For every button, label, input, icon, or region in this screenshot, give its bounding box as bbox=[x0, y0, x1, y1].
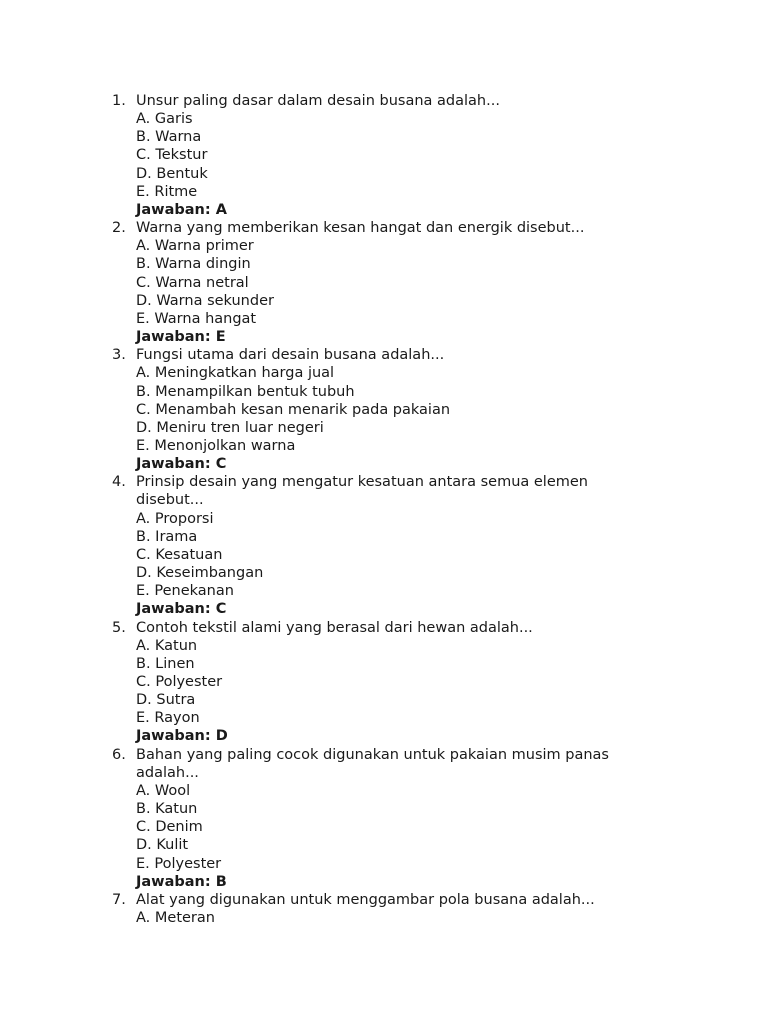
answer-option: B. Irama bbox=[136, 528, 198, 545]
answer-option: B. Linen bbox=[136, 655, 195, 672]
answer-option: E. Menonjolkan warna bbox=[136, 437, 296, 454]
question-item bbox=[112, 746, 632, 891]
answer-option: D. Kulit bbox=[136, 837, 189, 854]
question-number: 5. bbox=[112, 619, 126, 636]
answer-option: D. Warna sekunder bbox=[136, 292, 274, 309]
answer-option: D. Keseimbangan bbox=[136, 565, 264, 582]
answer-option: C. Warna netral bbox=[136, 274, 249, 291]
answer-option: E. Rayon bbox=[136, 710, 200, 727]
answer-key: Jawaban: A bbox=[136, 201, 227, 218]
answer-option: C. Menambah kesan menarik pada pakaian bbox=[136, 401, 451, 418]
question-text: Warna yang memberikan kesan hangat dan energik disebut... bbox=[136, 220, 585, 237]
answer-option: C. Polyester bbox=[136, 674, 223, 690]
answer-option: E. Ritme bbox=[136, 183, 198, 200]
question-content bbox=[136, 619, 632, 746]
question-text: Contoh tekstil alami yang berasal dari hewan adalah... bbox=[136, 619, 533, 636]
question-item bbox=[112, 619, 632, 746]
question-text: Prinsip desain yang mengatur kesatuan antara semua elemen disebut... bbox=[136, 474, 588, 509]
answer-option: C. Tekstur bbox=[136, 147, 208, 164]
question-number: 7. bbox=[112, 891, 126, 908]
question-content bbox=[136, 746, 632, 891]
question-number: 3. bbox=[112, 347, 126, 364]
answer-option: A. Katun bbox=[136, 637, 198, 654]
question-item bbox=[112, 473, 632, 618]
answer-option: A. Garis bbox=[136, 111, 193, 128]
answer-option: C. Kesatuan bbox=[136, 546, 223, 563]
answer-option: A. Proporsi bbox=[136, 510, 214, 527]
answer-option: B. Katun bbox=[136, 801, 198, 818]
question-number: 6. bbox=[112, 746, 126, 763]
question-number: 4. bbox=[112, 474, 126, 491]
quiz-list bbox=[112, 92, 632, 927]
question-number: 2. bbox=[112, 220, 126, 237]
answer-option: B. Warna dingin bbox=[136, 256, 251, 273]
answer-option: B. Menampilkan bentuk tubuh bbox=[136, 383, 355, 400]
answer-option: B. Warna bbox=[136, 129, 202, 146]
question-text: Alat yang digunakan untuk menggambar pola busana adalah... bbox=[136, 891, 595, 908]
answer-key: Jawaban: D bbox=[136, 728, 228, 745]
answer-option: D. Meniru tren luar negeri bbox=[136, 419, 324, 436]
answer-option: D. Bentuk bbox=[136, 165, 208, 182]
answer-option: E. Warna hangat bbox=[136, 310, 257, 327]
answer-option: D. Sutra bbox=[136, 692, 196, 709]
question-content bbox=[136, 346, 632, 473]
answer-option: A. Warna primer bbox=[136, 238, 254, 255]
answer-option: E. Polyester bbox=[136, 855, 222, 872]
answer-option: E. Penekanan bbox=[136, 583, 234, 600]
question-text: Bahan yang paling cocok digunakan untuk pakaian musim panas adalah... bbox=[136, 746, 609, 781]
answer-key: Jawaban: C bbox=[136, 456, 227, 473]
answer-option: C. Denim bbox=[136, 819, 203, 836]
question-content bbox=[136, 473, 632, 618]
answer-option: A. Wool bbox=[136, 782, 191, 799]
question-item bbox=[112, 346, 632, 473]
question-content bbox=[136, 92, 632, 219]
answer-option: A. Meteran bbox=[136, 910, 215, 927]
question-item bbox=[112, 891, 632, 927]
question-text: Fungsi utama dari desain busana adalah... bbox=[136, 347, 445, 364]
answer-key: Jawaban: E bbox=[136, 329, 226, 346]
question-content bbox=[136, 219, 632, 346]
question-item bbox=[112, 92, 632, 219]
question-number: 1. bbox=[112, 93, 126, 109]
answer-key: Jawaban: C bbox=[136, 601, 227, 618]
question-content bbox=[136, 891, 632, 927]
question-text: Unsur paling dasar dalam desain busana adalah... bbox=[136, 93, 500, 109]
answer-key: Jawaban: B bbox=[136, 873, 227, 890]
answer-option: A. Meningkatkan harga jual bbox=[136, 365, 335, 382]
question-item bbox=[112, 219, 632, 346]
